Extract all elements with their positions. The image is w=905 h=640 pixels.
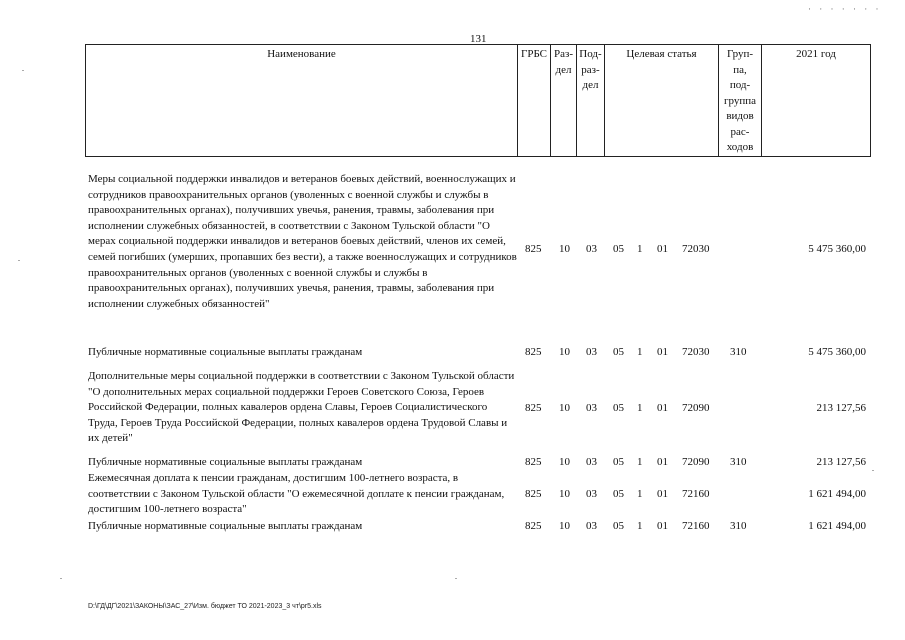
cell-target-3: 01: [657, 520, 668, 532]
cell-sum: 213 127,56: [816, 456, 866, 468]
header-year: 2021 год: [762, 45, 871, 157]
scan-speck: [872, 470, 874, 471]
cell-podrazdel: 03: [586, 402, 597, 414]
cell-grbs: 825: [525, 243, 542, 255]
cell-podrazdel: 03: [586, 456, 597, 468]
row-name: Ежемесячная доплата к пенсии гражданам, достигшим 100-летнего возраста, в соответствии с Законом Тульской области "О ежемесячной доплате к пенсии гражданам, достигшим 100-летнего возраста": [88, 472, 505, 516]
page-number: 131: [470, 33, 487, 45]
header-razdel-text: Раз- дел: [553, 48, 573, 76]
header-podrazdel-text: Под- раз- дел: [579, 48, 602, 91]
header-name: Наименование: [86, 45, 518, 157]
cell-target-1: 05: [613, 520, 624, 532]
cell-razdel: 10: [559, 456, 570, 468]
cell-group: 310: [730, 456, 747, 468]
header-razdel: [551, 45, 577, 157]
cell-podrazdel: 03: [586, 346, 597, 358]
scan-speck: [18, 260, 20, 261]
cell-sum: 5 475 360,00: [808, 243, 866, 255]
cell-target-4: 72160: [682, 520, 710, 532]
cell-group: 310: [730, 520, 747, 532]
scan-speck: [22, 70, 24, 71]
table-row: [88, 471, 868, 519]
cell-target-3: 01: [657, 346, 668, 358]
footer-file-path: D:\ГД\ДГ\2021\ЗАКОНЫ\ЗАС_27\Изм. бюджет ТО 2021-2023_3 чт\pr5.xls: [88, 603, 322, 610]
cell-target-4: 72090: [682, 456, 710, 468]
row-name: Публичные нормативные социальные выплаты гражданам: [88, 456, 363, 468]
table-row: [88, 369, 868, 449]
cell-sum: 213 127,56: [816, 402, 866, 414]
cell-grbs: 825: [525, 520, 542, 532]
cell-target-4: 72160: [682, 488, 710, 500]
cell-target-2: 1: [637, 402, 643, 414]
table-row: [88, 519, 868, 535]
cell-target-3: 01: [657, 243, 668, 255]
table-row: [88, 455, 868, 471]
cell-razdel: 10: [559, 243, 570, 255]
table-header: [85, 44, 871, 157]
scan-speck: [455, 578, 457, 579]
row-name: Публичные нормативные социальные выплаты гражданам: [88, 346, 363, 358]
cell-target-4: 72030: [682, 346, 710, 358]
cell-podrazdel: 03: [586, 520, 597, 532]
cell-target-1: 05: [613, 456, 624, 468]
cell-razdel: 10: [559, 402, 570, 414]
header-group: [719, 45, 762, 157]
cell-razdel: 10: [559, 346, 570, 358]
cell-grbs: 825: [525, 456, 542, 468]
cell-podrazdel: 03: [586, 488, 597, 500]
row-name: Публичные нормативные социальные выплаты гражданам: [88, 520, 363, 532]
cell-target-2: 1: [637, 346, 643, 358]
cell-target-2: 1: [637, 456, 643, 468]
cell-target-2: 1: [637, 243, 643, 255]
cell-group: 310: [730, 346, 747, 358]
header-grbs: ГРБС: [518, 45, 551, 157]
table-row: [88, 345, 868, 361]
row-name: Дополнительные меры социальной поддержки в соответствии с Законом Тульской области "О дополнительных мерах социальной поддержки Героев Советского Союза, Героев Российской Федерации, полных кавалеров ордена Славы, Героев Социалистического Труда, Героев Труда Российской Федерации, полных кавалеров ордена Трудовой Славы и их детей": [88, 370, 515, 445]
cell-sum: 1 621 494,00: [808, 520, 866, 532]
cell-target-3: 01: [657, 456, 668, 468]
cell-target-2: 1: [637, 520, 643, 532]
cell-razdel: 10: [559, 488, 570, 500]
header-podrazdel: [577, 45, 605, 157]
cell-target-3: 01: [657, 402, 668, 414]
top-marks: · · · · · · ·: [808, 4, 882, 14]
cell-sum: 5 475 360,00: [808, 346, 866, 358]
cell-razdel: 10: [559, 520, 570, 532]
cell-podrazdel: 03: [586, 243, 597, 255]
header-group-text: Груп- па, под- группа видов рас- ходов: [723, 48, 757, 153]
cell-target-2: 1: [637, 488, 643, 500]
cell-target-1: 05: [613, 488, 624, 500]
header-target-article: Целевая статья: [605, 45, 719, 157]
cell-sum: 1 621 494,00: [808, 488, 866, 500]
cell-target-1: 05: [613, 243, 624, 255]
cell-grbs: 825: [525, 488, 542, 500]
scan-speck: [60, 578, 62, 579]
cell-target-1: 05: [613, 402, 624, 414]
cell-target-4: 72030: [682, 243, 710, 255]
cell-grbs: 825: [525, 402, 542, 414]
cell-grbs: 825: [525, 346, 542, 358]
cell-target-1: 05: [613, 346, 624, 358]
cell-target-3: 01: [657, 488, 668, 500]
table-row: [88, 172, 868, 332]
cell-target-4: 72090: [682, 402, 710, 414]
row-name: Меры социальной поддержки инвалидов и ветеранов боевых действий, военнослужащих и сотрудников правоохранительных органов (уволенных с военной службы и службы в правоохранительных органах), получивших увечья, ранения, травмы, заболевания при исполнении служебных обязанностей, в соответствии с Законом Тульской области "О мерах социальной поддержки инвалидов и ветеранов боевых действий, членов их семей, семей погибших (умерших, пропавших без вести), а также военнослужащих и сотрудников правоохранительных органов (уволенных с военной службы и службы в правоохранительных органах), получивших увечья, ранения, травмы, заболевания при исполнении служебных обязанностей": [88, 173, 517, 310]
